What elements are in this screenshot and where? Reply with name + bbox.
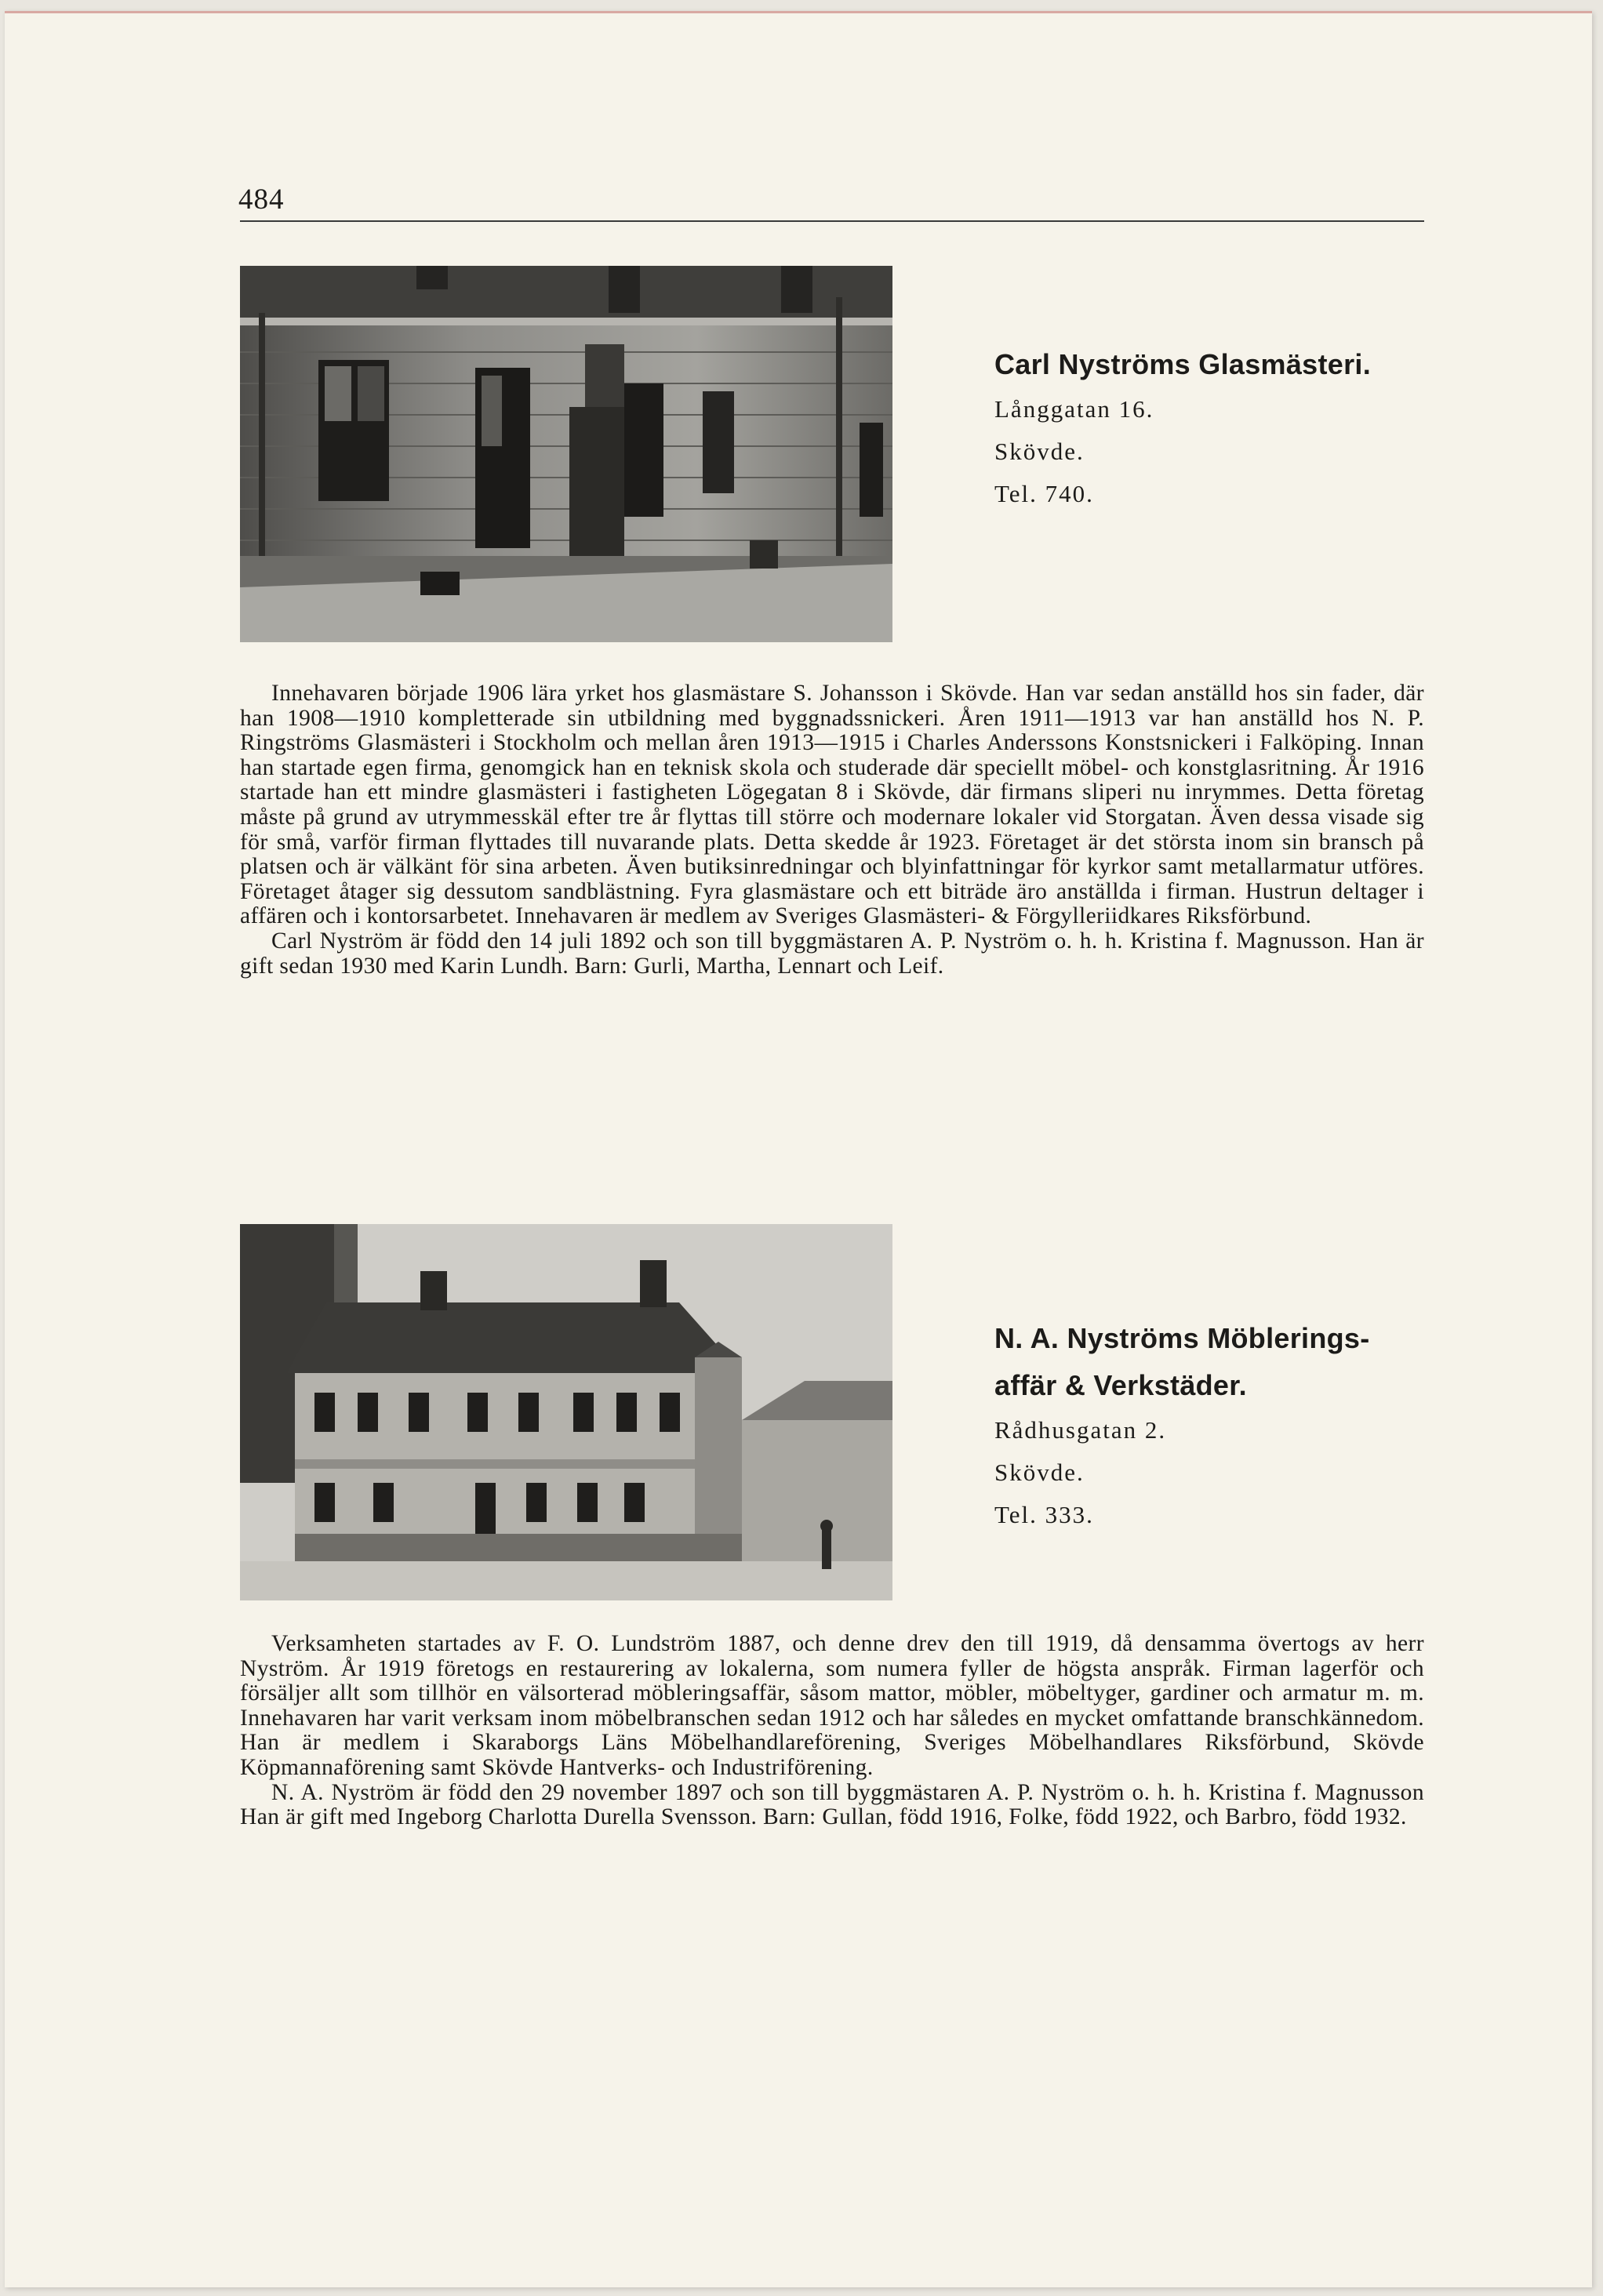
firm-name-line-2: affär & Verkstäder. — [994, 1369, 1247, 1401]
glasmasteri-description — [240, 681, 1424, 979]
mobleringsaffar-description — [240, 1632, 1424, 1830]
mobleringsaffar-building-photo — [240, 1224, 892, 1600]
paragraph: Innehavaren började 1906 lära yrket hos glasmästare S. Johansson i Skövde. Han var sedan anställd hos sin fader, där han 1908—1910 kompletterade sin utbildning med byggnadssnickeri. Åren 1911—1913 var han anställd hos N. P. Ringströms Glasmästeri i Stockholm och mellan åren 1913—1915 i Charles Anderssons Konstsnickeri i Falköping. Innan han startade egen firma, genomgick han en teknisk skola och studerade där speciellt möbel- och konstglasritning. År 1916 startade han ett mindre glasmästeri i fastigheten Lögegatan 8 i Skövde, där firmans sliperi nu inrymmes. Detta företag måste på grund av utrymmesskäl efter tre år flyttas till större och modernare lokaler vid Storgatan. Även dessa visade sig för små, varför firman flyttades till nuvarande plats. Detta skedde år 1923. Företaget är det största inom sin bransch på platsen och är välkänt för sina arbeten. Även butiksinredningar och blyinfattningar för kyrkor samt metallarmatur utföres. Företaget åtager sig dessutom sandblästning. Fyra glasmästare och ett biträde äro anställda i firman. Hustrun deltager i affären och i kontorsarbetet. Innehavaren är medlem av Sveriges Glasmästeri- & Förgylleriidkares Riksförbund. — [240, 681, 1424, 929]
paragraph: N. A. Nyström är född den 29 november 1897 och son till byggmästaren A. P. Nyström o. h. h. Kristina f. Magnusson Han är gift med Ingeborg Charlotta Durella Svensson. Barn: Gullan, född 1916, Folke, född 1922, och Barbro, född 1932. — [240, 1779, 1424, 1830]
paragraph: Carl Nyström är född den 14 juli 1892 och son till byggmästaren A. P. Nyström o. h. h. Kristina f. Magnusson. Han är gift sedan 1930 med Karin Lundh. Barn: Gurli, Martha, Lennart och Leif. — [240, 928, 1424, 979]
firm-city: Skövde. — [994, 438, 1085, 465]
firm-address: Långgatan 16. — [994, 395, 1154, 423]
glasmasteri-building-photo — [240, 266, 892, 642]
paragraph: Verksamheten startades av F. O. Lundström 1887, och denne drev den till 1919, då densamma övertogs av herr Nyström. År 1919 företogs en restaurering av lokalerna, som numera fyller de högsta anspråk. Firman lagerför och försäljer allt som tillhör en välsorterad möbleringsaffär, såsom mattor, möbler, möbeltyger, gardiner och armatur m. m. Innehavaren har varit verksam inom möbelbranschen sedan 1912 och har således en mycket omfattande branschkännedom. Han är medlem i Skaraborgs Läns Möbelhandlareförening, Sveriges Möbelhandlares Riksförbund, Skövde Köpmannaförening samt Skövde Hantverks- och Industriförening. — [240, 1631, 1424, 1780]
firm-phone: Tel. 333. — [994, 1501, 1094, 1528]
firm-address: Rådhusgatan 2. — [994, 1416, 1167, 1444]
page-number: 484 — [238, 183, 285, 216]
book-page — [5, 11, 1592, 2287]
firm-phone: Tel. 740. — [994, 480, 1094, 507]
header-rule — [240, 220, 1424, 222]
firm-name: Carl Nyströms Glasmästeri. — [994, 348, 1372, 380]
firm-name: N. A. Nyströms Möblerings- — [994, 1322, 1370, 1354]
firm-heading-glasmasteri — [994, 341, 1371, 515]
firm-heading-mobleringsaffar — [994, 1315, 1370, 1536]
firm-city: Skövde. — [994, 1459, 1085, 1486]
